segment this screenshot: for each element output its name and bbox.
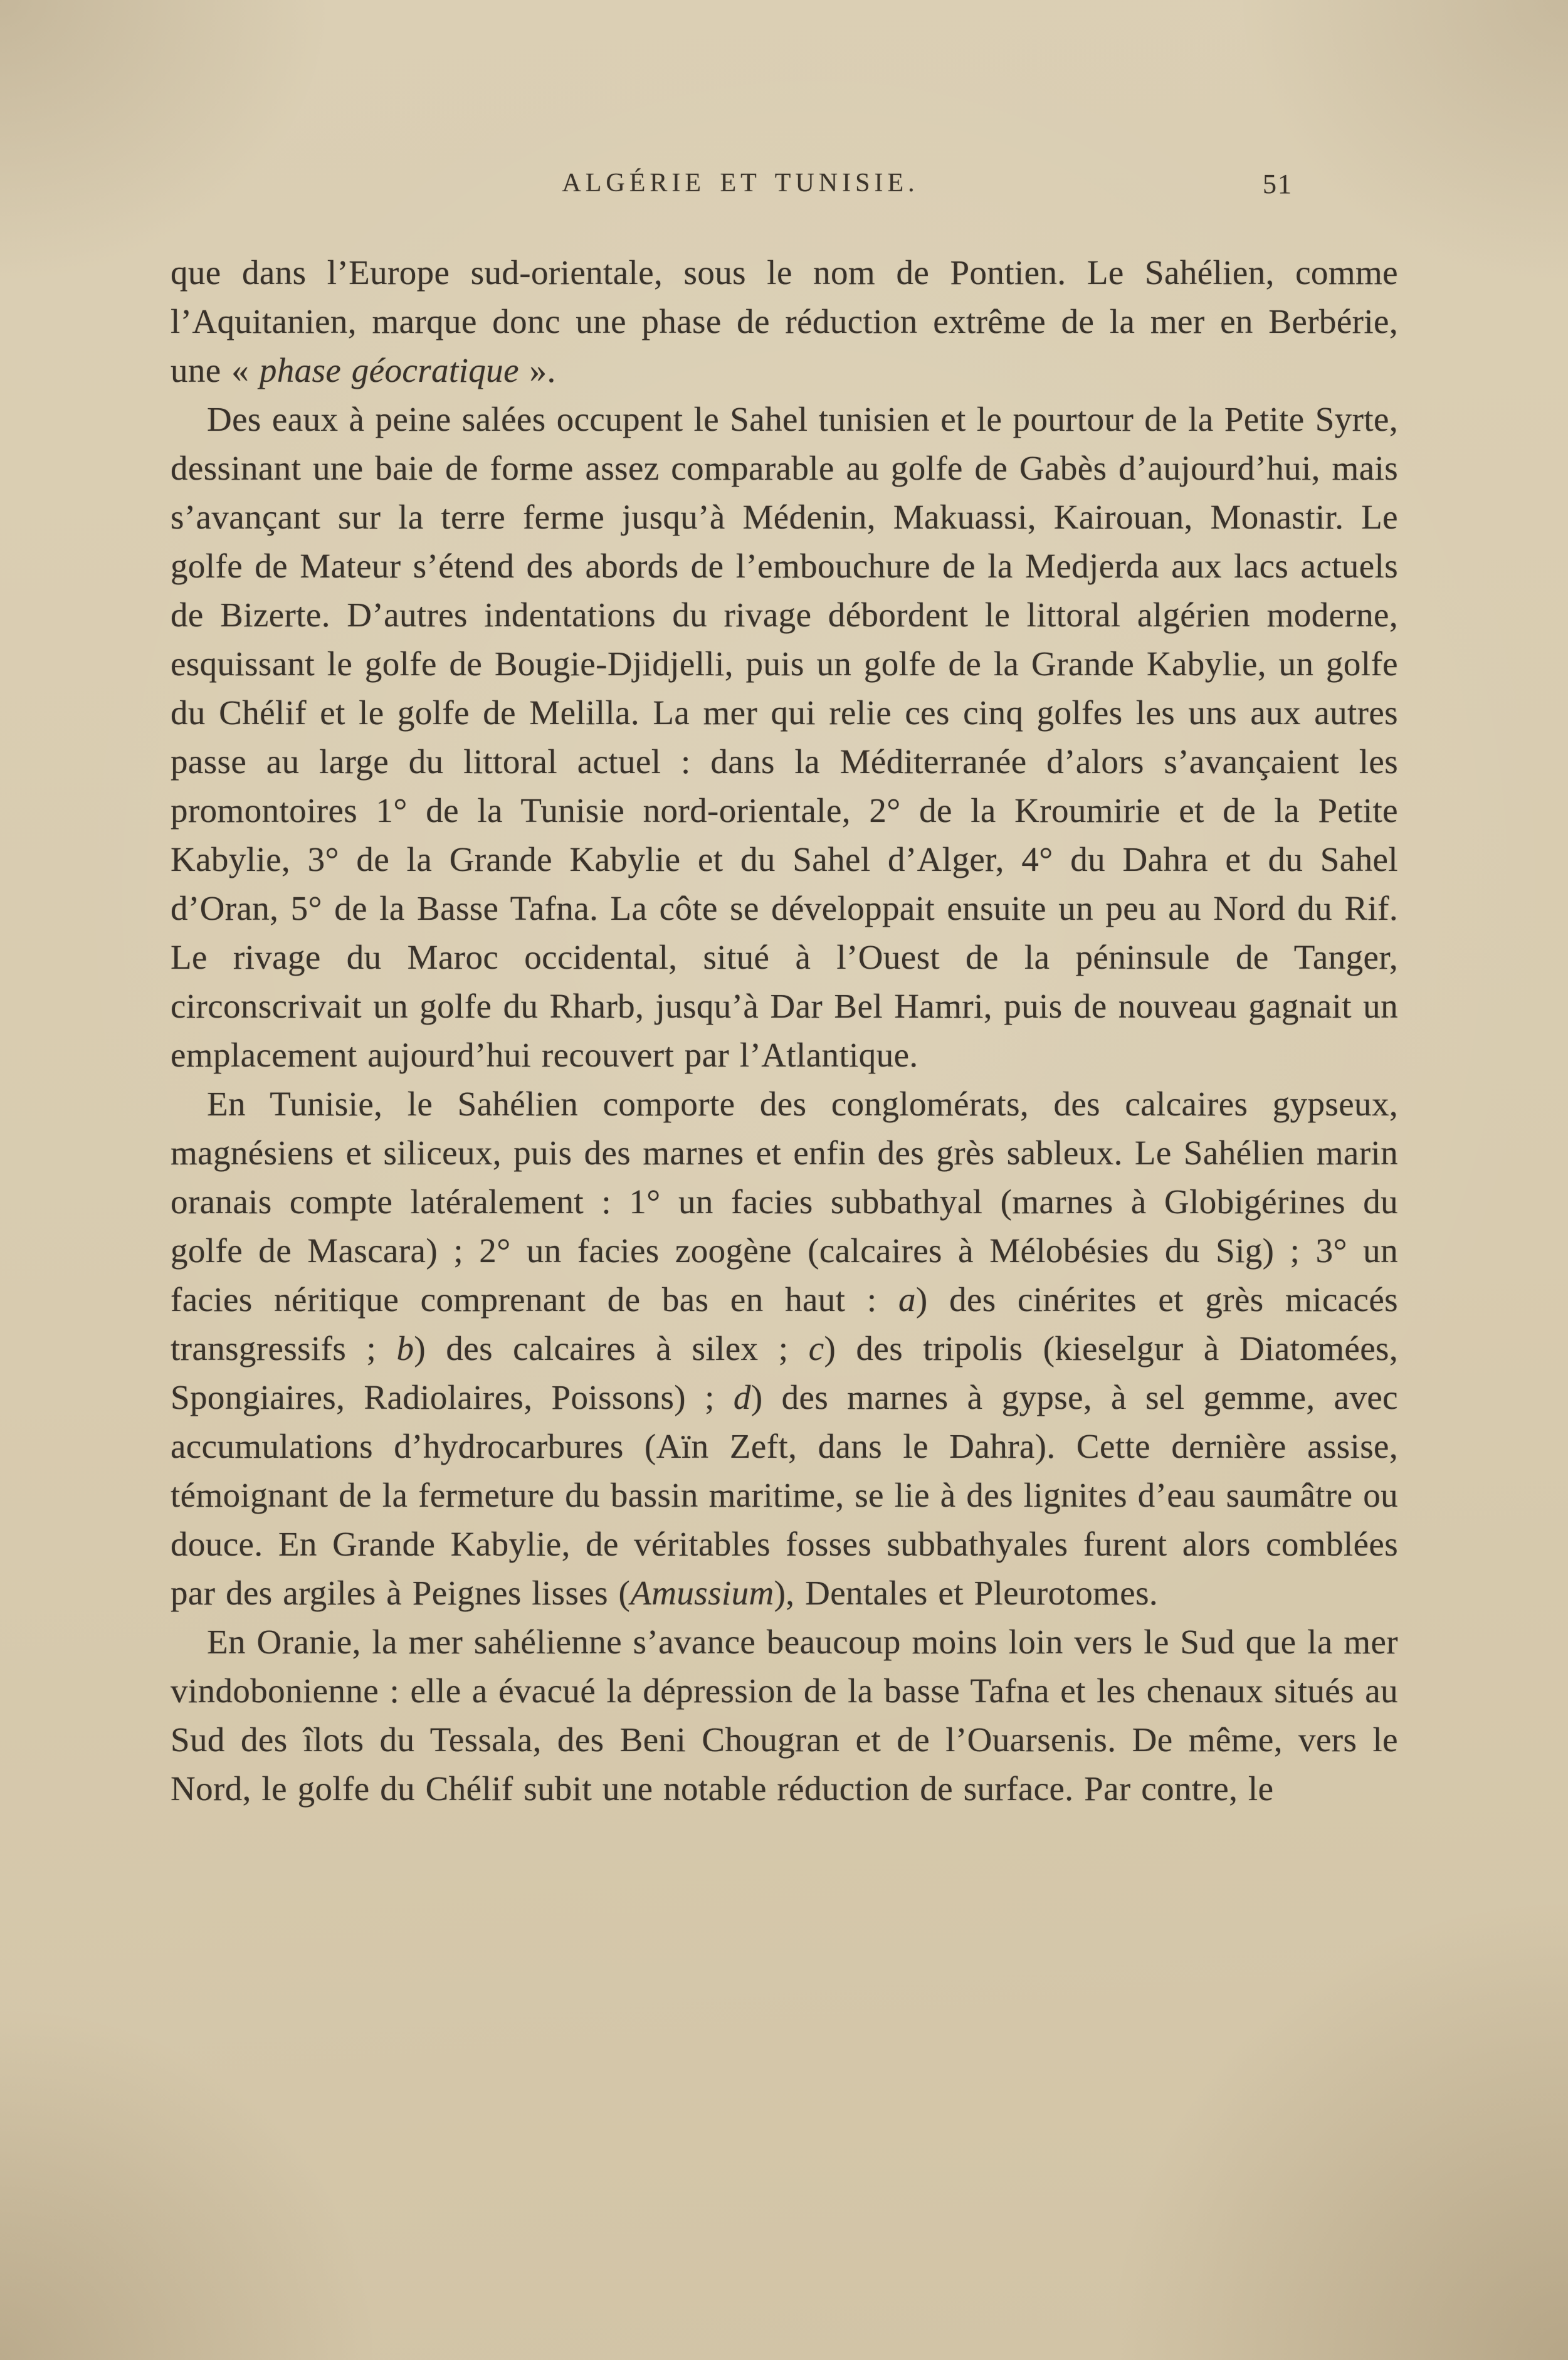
italic-run: a bbox=[898, 1280, 916, 1319]
text-run: En Tunisie, le Sahélien comporte des conglomérats, des calcaires gypseux, magnésiens et siliceux, puis des marnes et enfin des grès sableux. Le Sahélien marin oranais compte latéralement : 1° un facies subbathyal (marnes à Globigérines du golfe de Mascara) ; 2° un facies zoogène (calcaires à Mélobésies du Sig) ; 3° un facies néritique comprenant de bas en haut : bbox=[171, 1085, 1398, 1319]
italic-run: phase géocratique bbox=[259, 351, 519, 389]
page-number: 51 bbox=[1263, 169, 1293, 199]
text-run: ) des cinérites et grès micacés transgressifs ; bbox=[171, 1280, 1398, 1367]
page-content bbox=[171, 168, 1398, 1813]
paragraph bbox=[171, 248, 1398, 395]
paragraph bbox=[171, 395, 1398, 1080]
text-run: ), Dentales et Pleurotomes. bbox=[774, 1574, 1159, 1612]
page-header bbox=[171, 168, 1398, 206]
running-title: ALGÉRIE ET TUNISIE. bbox=[562, 169, 919, 198]
text-block bbox=[171, 248, 1398, 1813]
italic-run: d bbox=[733, 1378, 751, 1416]
text-run: que dans l’Europe sud-orientale, sous le nom de Pontien. Le Sahélien, comme l’Aquitanien, marque donc une phase de réduction extrême de la mer en Berbérie, une « bbox=[171, 253, 1398, 389]
italic-run: b bbox=[396, 1329, 414, 1367]
text-run: ) des marnes à gypse, à sel gemme, avec accumulations d’hydrocarbures (Aïn Zeft, dans le Dahra). Cette dernière assise, témoignant de la fermeture du bassin maritime, se lie à des lignites d’eau saumâtre ou douce. En Grande Kabylie, de véritables fosses subbathyales furent alors comblées par des argiles à Peignes lisses ( bbox=[171, 1378, 1398, 1612]
italic-run: Amussium bbox=[630, 1574, 774, 1612]
paragraph bbox=[171, 1618, 1398, 1813]
text-run: ) des calcaires à silex ; bbox=[414, 1329, 809, 1367]
italic-run: c bbox=[808, 1329, 824, 1367]
paragraph bbox=[171, 1080, 1398, 1618]
text-run: ». bbox=[518, 351, 556, 389]
text-run: Des eaux à peine salées occupent le Sahel tunisien et le pourtour de la Petite Syrte, dessinant une baie de forme assez comparable au golfe de Gabès d’aujourd’hui, mais s’avançant sur la terre ferme jusqu’à Médenin, Makuassi, Kairouan, Monastir. Le golfe de Mateur s’étend des abords de l’embouchure de la Medjerda aux lacs actuels de Bizerte. D’autres indentations du rivage débordent le littoral algérien moderne, esquissant le golfe de Bougie-Djidjelli, puis un golfe de la Grande Kabylie, un golfe du Chélif et le golfe de Melilla. La mer qui relie ces cinq golfes les uns aux autres passe au large du littoral actuel : dans la Méditerranée d’alors s’avançaient les promontoires 1° de la Tunisie nord-orientale, 2° de la Kroumirie et de la Petite Kabylie, 3° de la Grande Kabylie et du Sahel d’Alger, 4° du Dahra et du Sahel d’Oran, 5° de la Basse Tafna. La côte se développait ensuite un peu au Nord du Rif. Le rivage du Maroc occidental, situé à l’Ouest de la péninsule de Tanger, circonscrivait un golfe du Rharb, jusqu’à Dar Bel Hamri, puis de nouveau gagnait un emplacement aujourd’hui recouvert par l’Atlantique. bbox=[171, 400, 1398, 1074]
text-run: En Oranie, la mer sahélienne s’avance beaucoup moins loin vers le Sud que la mer vindobonienne : elle a évacué la dépression de la basse Tafna et les chenaux situés au Sud des îlots du Tessala, des Beni Chougran et de l’Ouarsenis. De même, vers le Nord, le golfe du Chélif subit une notable réduction de surface. Par contre, le bbox=[171, 1623, 1398, 1808]
text-run: ) des tripolis (kieselgur à Diatomées, Spongiaires, Radiolaires, Poissons) ; bbox=[171, 1329, 1398, 1416]
